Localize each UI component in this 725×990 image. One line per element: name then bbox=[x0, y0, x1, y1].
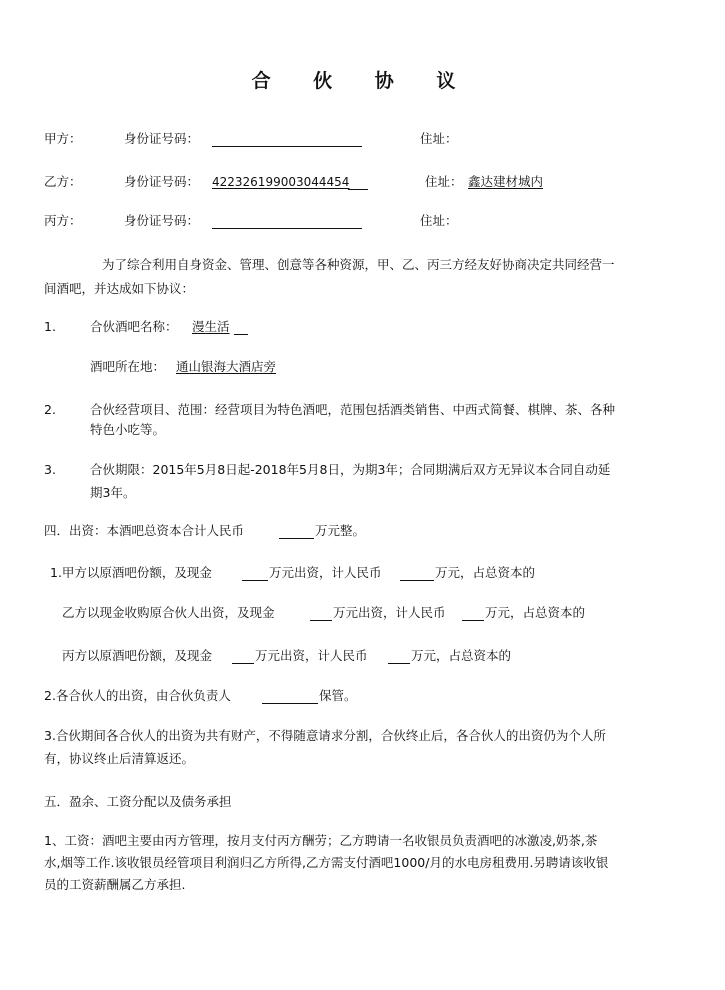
party-jia-label: 甲方： bbox=[44, 131, 82, 146]
capital-bing-b: 万元出资，计人民币 bbox=[255, 648, 368, 663]
intro-line-1: 为了综合利用自身资金、管理、创意等各种资源，甲、乙、丙三方经友好协商决定共同经营一 bbox=[102, 257, 615, 272]
item-3-line-2: 期3年。 bbox=[90, 485, 136, 500]
capital-custody-blank bbox=[262, 690, 318, 704]
capital-yi-a: 乙方以现金收购原合伙人出资，及现金 bbox=[62, 605, 275, 620]
capital-jia-b: 万元出资，计人民币 bbox=[269, 565, 382, 580]
capital-property-line-2: 有，协议终止后清算返还。 bbox=[44, 751, 195, 766]
wages-line-3: 员的工资薪酬属乙方承担. bbox=[44, 877, 186, 892]
section-4-heading-b: 万元整。 bbox=[315, 523, 366, 538]
location-label: 酒吧所在地： bbox=[90, 359, 166, 374]
item-2-number: 2. bbox=[44, 402, 56, 417]
party-bing-label: 丙方： bbox=[44, 213, 82, 228]
capital-yi-c: 万元，占总资本的 bbox=[485, 605, 586, 620]
capital-bing-rmb-blank bbox=[388, 650, 410, 664]
page-title: 合 伙 协 议 bbox=[251, 70, 474, 92]
party-yi-id-label: 身份证号码： bbox=[124, 174, 200, 189]
capital-bing-cash-blank bbox=[232, 650, 254, 664]
wages-line-1: 1、工资：酒吧主要由丙方管理，按月支付丙方酬劳；乙方聘请一名收银员负责酒吧的冰激凌,奶茶,茶 bbox=[44, 833, 598, 848]
party-yi-id-value: 422326199003044454 bbox=[212, 175, 350, 189]
capital-property-line-1: 3.合伙期间各合伙人的出资为共有财产，不得随意请求分割，合伙终止后，各合伙人的出资仍为个人所 bbox=[44, 728, 606, 743]
party-bing-address-label: 住址： bbox=[420, 213, 458, 228]
capital-jia-c: 万元，占总资本的 bbox=[435, 565, 536, 580]
capital-jia-rmb-blank bbox=[400, 567, 434, 581]
item-1-label: 合伙酒吧名称： bbox=[90, 319, 178, 334]
capital-yi-cash-blank bbox=[310, 607, 332, 621]
capital-bing-c: 万元，占总资本的 bbox=[411, 648, 512, 663]
party-yi-address-value: 鑫达建材城内 bbox=[468, 174, 544, 189]
item-2-line-2: 特色小吃等。 bbox=[90, 422, 166, 437]
capital-jia-a: 1.甲方以原酒吧份额，及现金 bbox=[50, 565, 212, 580]
capital-bing-a: 丙方以原酒吧份额，及现金 bbox=[62, 648, 213, 663]
party-jia-address-label: 住址： bbox=[420, 131, 458, 146]
item-3-line-1: 合伙期限：2015年5月8日起-2018年5月8日，为期3年；合同期满后双方无异议本合同自动延 bbox=[90, 462, 611, 477]
capital-yi-rmb-blank bbox=[462, 607, 484, 621]
party-yi-address-label: 住址： bbox=[425, 174, 463, 189]
party-jia-id-label: 身份证号码： bbox=[124, 131, 200, 146]
capital-jia-cash-blank bbox=[242, 567, 268, 581]
intro-line-2: 间酒吧，并达成如下协议： bbox=[44, 281, 195, 296]
capital-custody-b: 保管。 bbox=[319, 688, 357, 703]
party-yi-label: 乙方： bbox=[44, 174, 82, 189]
section-4-total-blank bbox=[279, 525, 314, 539]
item-1-number: 1. bbox=[44, 319, 56, 334]
capital-custody-a: 2.各合伙人的出资，由合伙负责人 bbox=[44, 688, 231, 703]
party-bing-id-blank bbox=[212, 215, 362, 229]
wages-line-2: 水,烟等工作.该收银员经管项目利润归乙方所得,乙方需支付酒吧1000/月的水电房租费用.另聘请该收银 bbox=[44, 855, 609, 870]
bar-name-blank-tail bbox=[234, 321, 248, 335]
item-3-number: 3. bbox=[44, 462, 56, 477]
item-2-line-1: 合伙经营项目、范围：经营项目为特色酒吧，范围包括酒类销售、中西式简餐、棋牌、茶、各种 bbox=[90, 402, 616, 417]
section-5-heading: 五．盈余、工资分配以及债务承担 bbox=[44, 794, 232, 809]
party-jia-id-blank bbox=[212, 133, 362, 147]
location-value: 通山银海大酒店旁 bbox=[176, 359, 277, 374]
section-4-heading-a: 四．出资：本酒吧总资本合计人民币 bbox=[44, 523, 245, 538]
bar-name-value: 漫生活 bbox=[192, 319, 230, 334]
party-yi-id-blank-tail bbox=[348, 176, 368, 190]
capital-yi-b: 万元出资，计人民币 bbox=[333, 605, 446, 620]
party-bing-id-label: 身份证号码： bbox=[124, 213, 200, 228]
